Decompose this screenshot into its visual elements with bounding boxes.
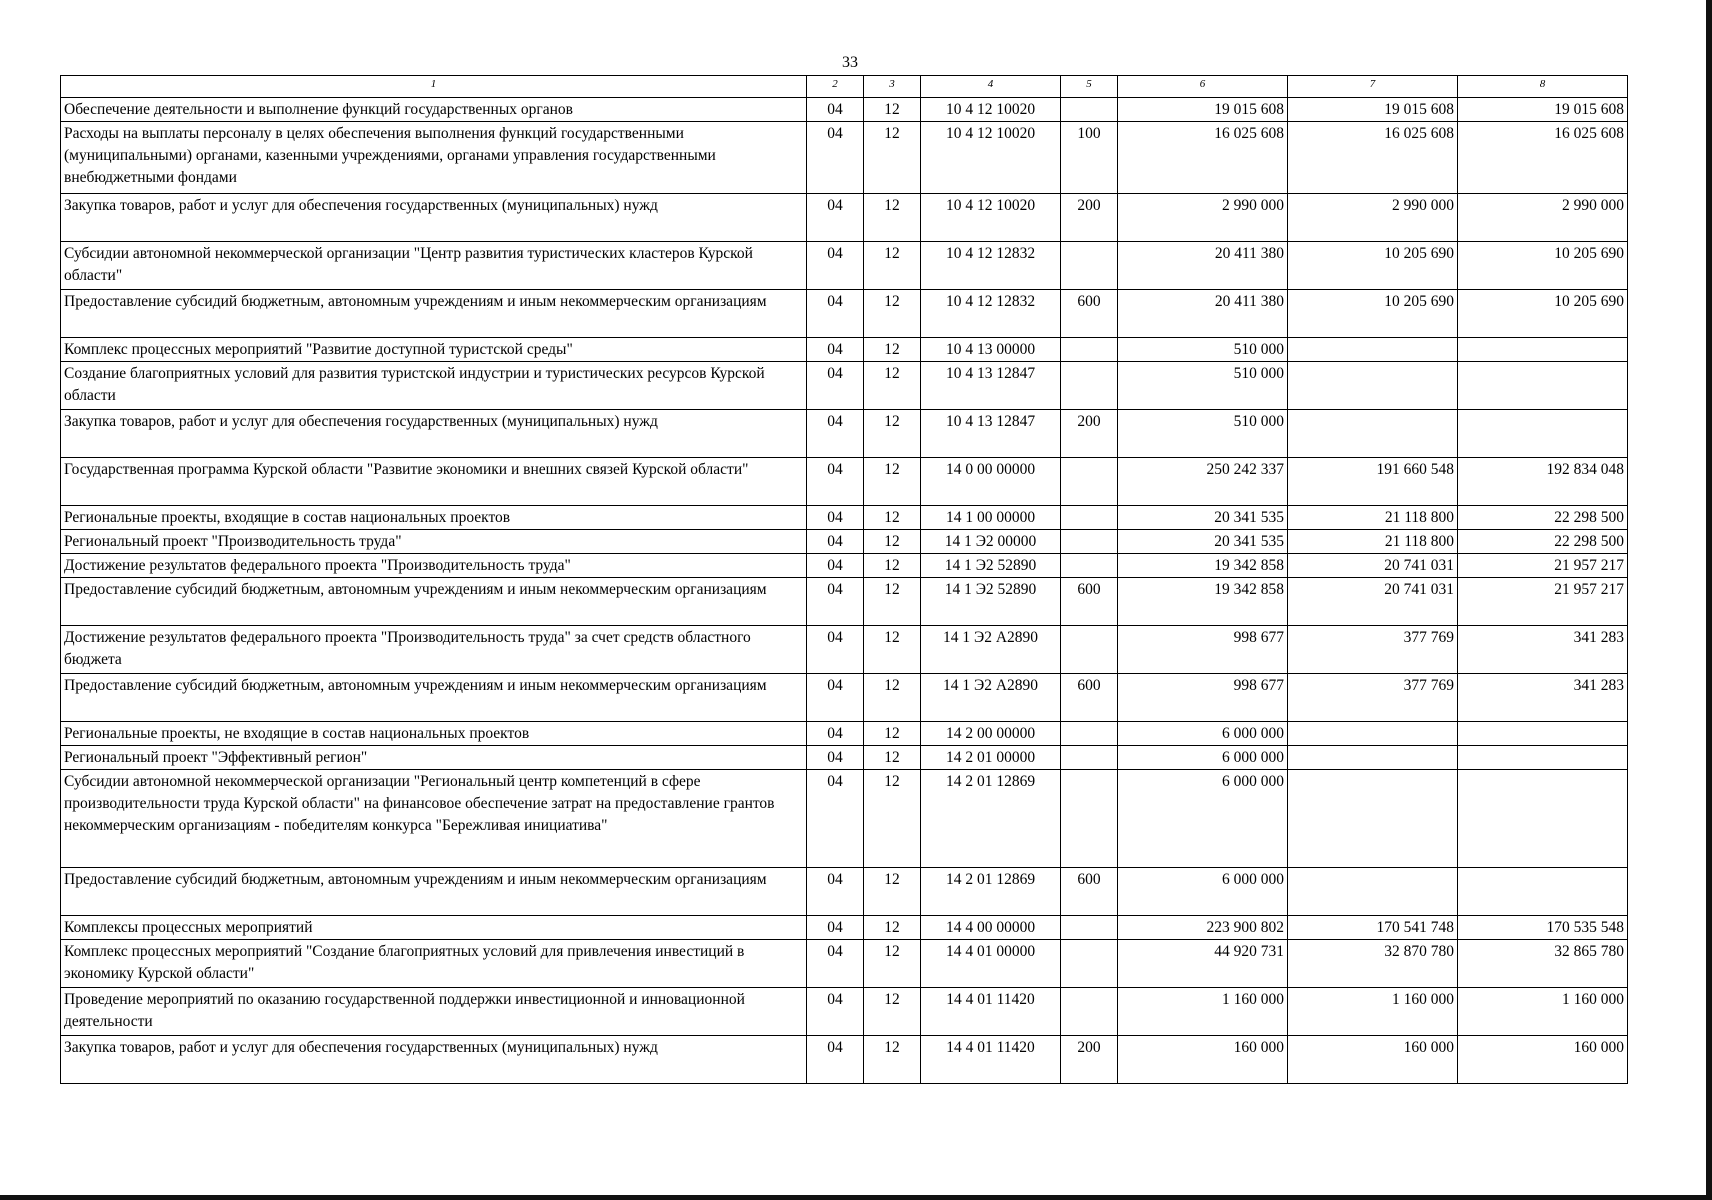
amount-col7-cell: 2 990 000 (1288, 194, 1458, 242)
section-cell: 04 (807, 530, 864, 554)
target-code-cell: 14 2 01 00000 (921, 746, 1061, 770)
amount-col8-cell (1458, 746, 1628, 770)
expense-type-cell: 200 (1061, 194, 1118, 242)
table-row (61, 578, 1628, 626)
expense-type-cell (1061, 770, 1118, 868)
row-name-cell: Субсидии автономной некоммерческой организации "Региональный центр компетенций в сфере производительности труда Курской области" на финансовое обеспечение затрат на предоставление грантов некоммерческим организациям - победителям конкурса "Бережливая инициатива" (61, 770, 807, 868)
expense-type-cell (1061, 988, 1118, 1036)
row-name-cell: Предоставление субсидий бюджетным, автономным учреждениям и иным некоммерческим организациям (61, 868, 807, 916)
target-code-cell: 14 1 Э2 А2890 (921, 674, 1061, 722)
amount-col7-cell (1288, 410, 1458, 458)
row-name-cell: Субсидии автономной некоммерческой организации "Центр развития туристических кластеров Курской области" (61, 242, 807, 290)
amount-col7-cell: 20 741 031 (1288, 578, 1458, 626)
amount-col8-cell (1458, 770, 1628, 868)
amount-col8-cell: 22 298 500 (1458, 506, 1628, 530)
amount-col6-cell: 998 677 (1118, 626, 1288, 674)
row-name-cell: Региональный проект "Производительность труда" (61, 530, 807, 554)
target-code-cell: 14 2 00 00000 (921, 722, 1061, 746)
expense-type-cell (1061, 506, 1118, 530)
subsection-cell: 12 (864, 290, 921, 338)
table-row (61, 98, 1628, 122)
subsection-cell: 12 (864, 674, 921, 722)
subsection-cell: 12 (864, 242, 921, 290)
expense-type-cell: 600 (1061, 674, 1118, 722)
section-cell: 04 (807, 746, 864, 770)
table-row (61, 626, 1628, 674)
amount-col7-cell: 20 741 031 (1288, 554, 1458, 578)
amount-col8-cell (1458, 868, 1628, 916)
amount-col8-cell: 16 025 608 (1458, 122, 1628, 194)
subsection-cell: 12 (864, 194, 921, 242)
section-cell: 04 (807, 940, 864, 988)
amount-col6-cell: 510 000 (1118, 362, 1288, 410)
target-code-cell: 14 4 01 11420 (921, 1036, 1061, 1084)
target-code-cell: 14 2 01 12869 (921, 770, 1061, 868)
column-header: 1 (61, 76, 807, 98)
expense-type-cell: 600 (1061, 578, 1118, 626)
target-code-cell: 10 4 12 12832 (921, 242, 1061, 290)
amount-col8-cell: 192 834 048 (1458, 458, 1628, 506)
target-code-cell: 14 1 Э2 А2890 (921, 626, 1061, 674)
column-header: 6 (1118, 76, 1288, 98)
row-name-cell: Комплекс процессных мероприятий "Создание благоприятных условий для привлечения инвестиций в экономику Курской области" (61, 940, 807, 988)
target-code-cell: 10 4 12 10020 (921, 122, 1061, 194)
amount-col7-cell: 170 541 748 (1288, 916, 1458, 940)
expense-type-cell (1061, 458, 1118, 506)
expense-type-cell (1061, 554, 1118, 578)
target-code-cell: 10 4 13 12847 (921, 362, 1061, 410)
column-header: 3 (864, 76, 921, 98)
amount-col7-cell: 10 205 690 (1288, 242, 1458, 290)
section-cell: 04 (807, 458, 864, 506)
row-name-cell: Создание благоприятных условий для развития туристской индустрии и туристических ресурсов Курской области (61, 362, 807, 410)
page-edge-bottom (0, 1195, 1712, 1200)
expense-type-cell (1061, 940, 1118, 988)
section-cell: 04 (807, 722, 864, 746)
amount-col8-cell: 32 865 780 (1458, 940, 1628, 988)
target-code-cell: 14 4 00 00000 (921, 916, 1061, 940)
amount-col6-cell: 1 160 000 (1118, 988, 1288, 1036)
amount-col8-cell: 341 283 (1458, 674, 1628, 722)
table-row (61, 722, 1628, 746)
section-cell: 04 (807, 98, 864, 122)
amount-col7-cell: 1 160 000 (1288, 988, 1458, 1036)
table-row (61, 1036, 1628, 1084)
table-row (61, 338, 1628, 362)
amount-col6-cell: 998 677 (1118, 674, 1288, 722)
amount-col6-cell: 510 000 (1118, 410, 1288, 458)
expense-type-cell (1061, 98, 1118, 122)
amount-col6-cell: 19 015 608 (1118, 98, 1288, 122)
row-name-cell: Достижение результатов федерального проекта "Производительность труда" (61, 554, 807, 578)
section-cell: 04 (807, 410, 864, 458)
target-code-cell: 10 4 12 12832 (921, 290, 1061, 338)
subsection-cell: 12 (864, 458, 921, 506)
table-row (61, 770, 1628, 868)
row-name-cell: Государственная программа Курской области "Развитие экономики и внешних связей Курской области" (61, 458, 807, 506)
table-row (61, 458, 1628, 506)
amount-col8-cell (1458, 362, 1628, 410)
amount-col8-cell: 10 205 690 (1458, 290, 1628, 338)
column-header: 7 (1288, 76, 1458, 98)
amount-col6-cell: 6 000 000 (1118, 722, 1288, 746)
subsection-cell: 12 (864, 578, 921, 626)
row-name-cell: Закупка товаров, работ и услуг для обеспечения государственных (муниципальных) нужд (61, 410, 807, 458)
section-cell: 04 (807, 868, 864, 916)
amount-col6-cell: 6 000 000 (1118, 770, 1288, 868)
row-name-cell: Закупка товаров, работ и услуг для обеспечения государственных (муниципальных) нужд (61, 1036, 807, 1084)
amount-col8-cell: 21 957 217 (1458, 554, 1628, 578)
target-code-cell: 10 4 13 00000 (921, 338, 1061, 362)
table-row (61, 242, 1628, 290)
amount-col8-cell: 341 283 (1458, 626, 1628, 674)
subsection-cell: 12 (864, 868, 921, 916)
amount-col6-cell: 20 341 535 (1118, 506, 1288, 530)
amount-col7-cell: 377 769 (1288, 626, 1458, 674)
table-row (61, 940, 1628, 988)
amount-col7-cell (1288, 362, 1458, 410)
section-cell: 04 (807, 506, 864, 530)
amount-col8-cell: 21 957 217 (1458, 578, 1628, 626)
target-code-cell: 14 0 00 00000 (921, 458, 1061, 506)
amount-col8-cell: 2 990 000 (1458, 194, 1628, 242)
amount-col7-cell (1288, 770, 1458, 868)
section-cell: 04 (807, 988, 864, 1036)
expense-type-cell: 600 (1061, 290, 1118, 338)
target-code-cell: 14 1 Э2 00000 (921, 530, 1061, 554)
table-row (61, 530, 1628, 554)
amount-col6-cell: 20 411 380 (1118, 290, 1288, 338)
amount-col6-cell: 6 000 000 (1118, 868, 1288, 916)
target-code-cell: 10 4 12 10020 (921, 98, 1061, 122)
amount-col7-cell (1288, 338, 1458, 362)
expense-type-cell: 100 (1061, 122, 1118, 194)
amount-col7-cell: 377 769 (1288, 674, 1458, 722)
amount-col6-cell: 2 990 000 (1118, 194, 1288, 242)
page-edge-right (1706, 0, 1712, 1200)
subsection-cell: 12 (864, 988, 921, 1036)
amount-col8-cell: 19 015 608 (1458, 98, 1628, 122)
subsection-cell: 12 (864, 722, 921, 746)
target-code-cell: 14 1 Э2 52890 (921, 578, 1061, 626)
budget-table (60, 75, 1628, 1084)
subsection-cell: 12 (864, 122, 921, 194)
table-row (61, 410, 1628, 458)
amount-col6-cell: 510 000 (1118, 338, 1288, 362)
target-code-cell: 14 2 01 12869 (921, 868, 1061, 916)
section-cell: 04 (807, 626, 864, 674)
expense-type-cell (1061, 746, 1118, 770)
subsection-cell: 12 (864, 98, 921, 122)
subsection-cell: 12 (864, 506, 921, 530)
column-header: 2 (807, 76, 864, 98)
expense-type-cell (1061, 362, 1118, 410)
target-code-cell: 10 4 12 10020 (921, 194, 1061, 242)
target-code-cell: 10 4 13 12847 (921, 410, 1061, 458)
amount-col7-cell: 32 870 780 (1288, 940, 1458, 988)
expense-type-cell (1061, 338, 1118, 362)
row-name-cell: Предоставление субсидий бюджетным, автономным учреждениям и иным некоммерческим организациям (61, 578, 807, 626)
subsection-cell: 12 (864, 916, 921, 940)
expense-type-cell (1061, 916, 1118, 940)
section-cell: 04 (807, 578, 864, 626)
amount-col6-cell: 19 342 858 (1118, 554, 1288, 578)
expense-type-cell (1061, 626, 1118, 674)
row-name-cell: Региональные проекты, не входящие в состав национальных проектов (61, 722, 807, 746)
amount-col6-cell: 20 411 380 (1118, 242, 1288, 290)
expense-type-cell: 200 (1061, 410, 1118, 458)
table-row (61, 674, 1628, 722)
section-cell: 04 (807, 338, 864, 362)
amount-col7-cell: 10 205 690 (1288, 290, 1458, 338)
subsection-cell: 12 (864, 940, 921, 988)
expense-type-cell (1061, 722, 1118, 746)
amount-col8-cell: 10 205 690 (1458, 242, 1628, 290)
subsection-cell: 12 (864, 746, 921, 770)
header-row (61, 76, 1628, 98)
row-name-cell: Достижение результатов федерального проекта "Производительность труда" за счет средств областного бюджета (61, 626, 807, 674)
subsection-cell: 12 (864, 770, 921, 868)
page-number: 33 (842, 54, 858, 71)
table-row (61, 916, 1628, 940)
row-name-cell: Расходы на выплаты персоналу в целях обеспечения выполнения функций государственными (муниципальными) органами, казенными учреждениями, органами управления государственными внебюджетными фондами (61, 122, 807, 194)
target-code-cell: 14 1 Э2 52890 (921, 554, 1061, 578)
row-name-cell: Региональные проекты, входящие в состав национальных проектов (61, 506, 807, 530)
table-row (61, 362, 1628, 410)
section-cell: 04 (807, 770, 864, 868)
row-name-cell: Комплекс процессных мероприятий "Развитие доступной туристской среды" (61, 338, 807, 362)
section-cell: 04 (807, 916, 864, 940)
row-name-cell: Комплексы процессных мероприятий (61, 916, 807, 940)
subsection-cell: 12 (864, 362, 921, 410)
table-row (61, 746, 1628, 770)
section-cell: 04 (807, 1036, 864, 1084)
amount-col7-cell: 19 015 608 (1288, 98, 1458, 122)
table-row (61, 194, 1628, 242)
amount-col8-cell (1458, 722, 1628, 746)
table-row (61, 554, 1628, 578)
target-code-cell: 14 4 01 00000 (921, 940, 1061, 988)
subsection-cell: 12 (864, 530, 921, 554)
amount-col7-cell: 21 118 800 (1288, 506, 1458, 530)
amount-col7-cell: 160 000 (1288, 1036, 1458, 1084)
section-cell: 04 (807, 122, 864, 194)
subsection-cell: 12 (864, 1036, 921, 1084)
target-code-cell: 14 4 01 11420 (921, 988, 1061, 1036)
section-cell: 04 (807, 674, 864, 722)
table-row (61, 122, 1628, 194)
amount-col6-cell: 19 342 858 (1118, 578, 1288, 626)
table-row (61, 290, 1628, 338)
section-cell: 04 (807, 194, 864, 242)
amount-col7-cell: 16 025 608 (1288, 122, 1458, 194)
expense-type-cell (1061, 530, 1118, 554)
amount-col6-cell: 16 025 608 (1118, 122, 1288, 194)
row-name-cell: Региональный проект "Эффективный регион" (61, 746, 807, 770)
amount-col8-cell: 160 000 (1458, 1036, 1628, 1084)
amount-col7-cell (1288, 722, 1458, 746)
row-name-cell: Предоставление субсидий бюджетным, автономным учреждениям и иным некоммерческим организациям (61, 674, 807, 722)
row-name-cell: Проведение мероприятий по оказанию государственной поддержки инвестиционной и инновационной деятельности (61, 988, 807, 1036)
table-row (61, 868, 1628, 916)
section-cell: 04 (807, 290, 864, 338)
column-header: 5 (1061, 76, 1118, 98)
amount-col8-cell: 1 160 000 (1458, 988, 1628, 1036)
table-row (61, 988, 1628, 1036)
column-header: 4 (921, 76, 1061, 98)
column-header: 8 (1458, 76, 1628, 98)
amount-col6-cell: 44 920 731 (1118, 940, 1288, 988)
section-cell: 04 (807, 242, 864, 290)
amount-col7-cell (1288, 746, 1458, 770)
section-cell: 04 (807, 554, 864, 578)
amount-col8-cell (1458, 338, 1628, 362)
subsection-cell: 12 (864, 626, 921, 674)
amount-col6-cell: 160 000 (1118, 1036, 1288, 1084)
amount-col6-cell: 223 900 802 (1118, 916, 1288, 940)
expense-type-cell: 600 (1061, 868, 1118, 916)
row-name-cell: Обеспечение деятельности и выполнение функций государственных органов (61, 98, 807, 122)
amount-col8-cell: 22 298 500 (1458, 530, 1628, 554)
target-code-cell: 14 1 00 00000 (921, 506, 1061, 530)
row-name-cell: Закупка товаров, работ и услуг для обеспечения государственных (муниципальных) нужд (61, 194, 807, 242)
subsection-cell: 12 (864, 554, 921, 578)
expense-type-cell: 200 (1061, 1036, 1118, 1084)
subsection-cell: 12 (864, 410, 921, 458)
amount-col6-cell: 250 242 337 (1118, 458, 1288, 506)
amount-col6-cell: 6 000 000 (1118, 746, 1288, 770)
amount-col8-cell: 170 535 548 (1458, 916, 1628, 940)
amount-col7-cell (1288, 868, 1458, 916)
section-cell: 04 (807, 362, 864, 410)
row-name-cell: Предоставление субсидий бюджетным, автономным учреждениям и иным некоммерческим организациям (61, 290, 807, 338)
table-row (61, 506, 1628, 530)
expense-type-cell (1061, 242, 1118, 290)
amount-col7-cell: 21 118 800 (1288, 530, 1458, 554)
subsection-cell: 12 (864, 338, 921, 362)
amount-col7-cell: 191 660 548 (1288, 458, 1458, 506)
amount-col8-cell (1458, 410, 1628, 458)
amount-col6-cell: 20 341 535 (1118, 530, 1288, 554)
